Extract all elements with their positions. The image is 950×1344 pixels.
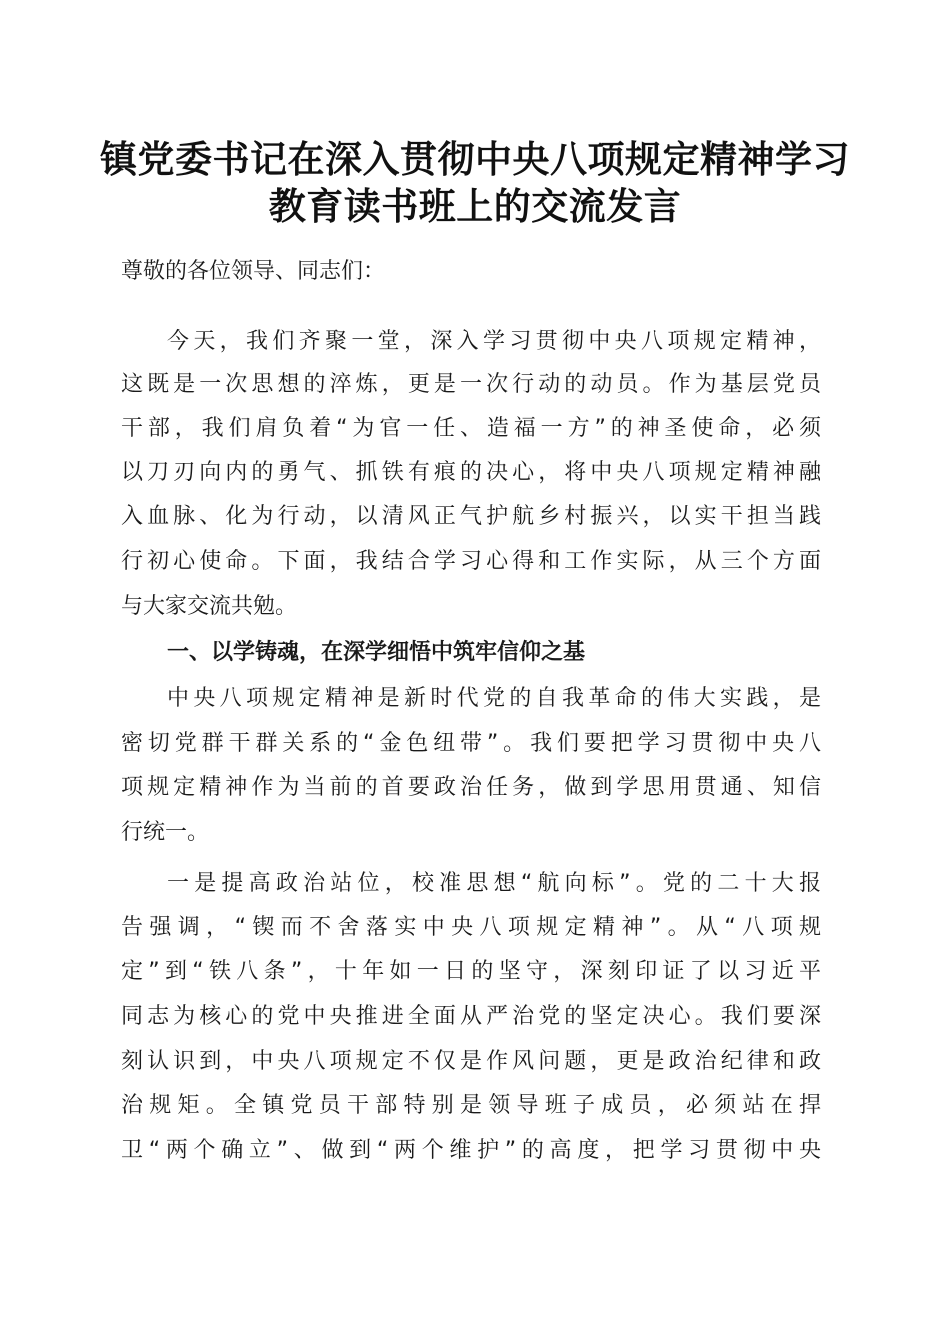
- paragraph-3-line: 刻认识到，中央八项规定不仅是作风问题，更是政治纪律和政: [121, 1049, 821, 1074]
- paragraph-3-line: 同志为核心的党中央推进全面从严治党的坚定决心。我们要深: [121, 1004, 821, 1029]
- paragraph-1-line: 这既是一次思想的淬炼，更是一次行动的动员。作为基层党员: [121, 372, 821, 397]
- paragraph-3-line: 治规矩。全镇党员干部特别是领导班子成员，必须站在捍: [121, 1093, 821, 1118]
- paragraph-1-line: 以刀刃向内的勇气、抓铁有痕的决心，将中央八项规定精神融: [121, 460, 821, 485]
- paragraph-2-line: 密切党群干群关系的“金色纽带”。我们要把学习贯彻中央八: [121, 731, 821, 756]
- document-title-line-1: 镇党委书记在深入贯彻中央八项规定精神学习: [100, 137, 850, 181]
- document-title-line-2: 教育读书班上的交流发言: [268, 184, 682, 228]
- paragraph-1-line: 与大家交流共勉。: [121, 594, 298, 619]
- paragraph-3-line: 定”到“铁八条”，十年如一日的坚守，深刻印证了以习近平: [121, 959, 821, 984]
- paragraph-2-line: 项规定精神作为当前的首要政治任务，做到学思用贯通、知信: [121, 775, 821, 800]
- paragraph-1-line: 入血脉、化为行动，以清风正气护航乡村振兴，以实干担当践: [121, 504, 821, 529]
- paragraph-3-line: 告强调，“锲而不舍落实中央八项规定精神”。从“八项规: [121, 915, 821, 940]
- paragraph-1-line: 行初心使命。下面，我结合学习心得和工作实际，从三个方面: [121, 549, 821, 574]
- salutation: 尊敬的各位领导、同志们：: [121, 259, 386, 284]
- paragraph-3-line: 卫“两个确立”、做到“两个维护”的高度，把学习贯彻中央: [121, 1138, 821, 1163]
- paragraph-1-line: 干部，我们肩负着“为官一任、造福一方”的神圣使命，必须: [121, 416, 821, 441]
- paragraph-3-line: 一是提高政治站位，校准思想“航向标”。党的二十大报: [167, 871, 821, 896]
- paragraph-2-line: 行统一。: [121, 820, 210, 845]
- paragraph-1-line: 今天，我们齐聚一堂，深入学习贯彻中央八项规定精神，: [167, 329, 821, 354]
- section-heading: 一、以学铸魂，在深学细悟中筑牢信仰之基: [167, 640, 586, 665]
- paragraph-2-line: 中央八项规定精神是新时代党的自我革命的伟大实践，是: [167, 686, 821, 711]
